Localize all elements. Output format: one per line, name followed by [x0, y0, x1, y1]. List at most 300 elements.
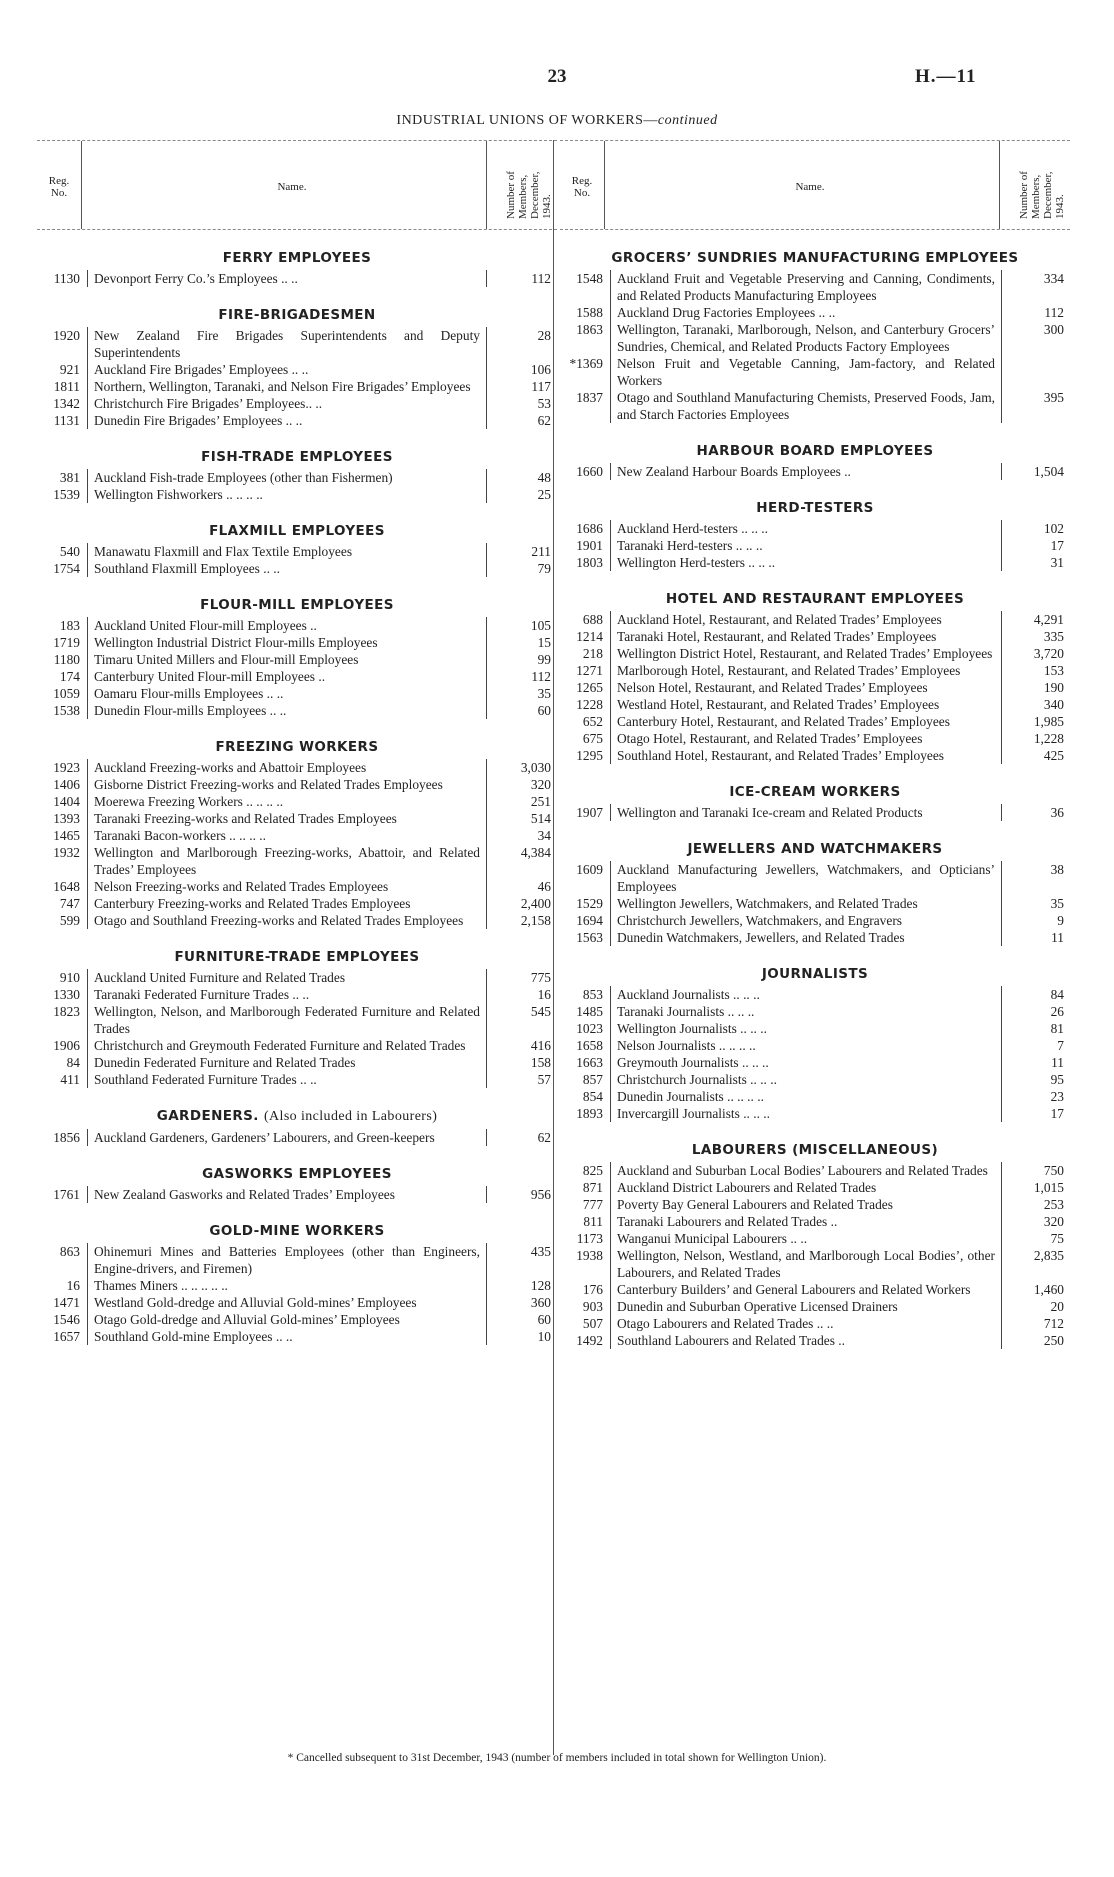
reg-number: 1803	[576, 555, 603, 570]
member-count: 23	[1001, 1088, 1070, 1105]
section-title	[37, 250, 557, 266]
union-name: Auckland United Furniture and Related Trades	[87, 969, 486, 986]
member-count: 1,985	[1001, 713, 1070, 730]
name-header: Name.	[795, 181, 825, 193]
member-count: 35	[1001, 895, 1070, 912]
reg-number: 1694	[576, 913, 603, 928]
reg-number: *1369	[569, 356, 603, 371]
member-count: 60	[486, 702, 557, 719]
reg-number: 1471	[53, 1295, 80, 1310]
table-row	[37, 1003, 557, 1037]
reg-number: 1548	[576, 271, 603, 286]
member-count: 1,460	[1001, 1281, 1070, 1298]
table-row	[560, 696, 1070, 713]
table-row	[560, 895, 1070, 912]
document-code: H.—11	[915, 66, 977, 87]
reg-number: 777	[582, 1197, 603, 1212]
column-header	[37, 140, 557, 230]
member-count: 2,400	[486, 895, 557, 912]
member-count: 1,228	[1001, 730, 1070, 747]
union-name: New Zealand Gasworks and Related Trades’ Employees	[87, 1186, 486, 1203]
member-count: 340	[1001, 696, 1070, 713]
member-count: 57	[486, 1071, 557, 1088]
union-name: Timaru United Millers and Flour-mill Employees	[87, 651, 486, 668]
table-row	[37, 543, 557, 560]
member-count: 112	[486, 668, 557, 685]
union-name: Wellington, Nelson, Westland, and Marlborough Local Bodies’, other Labourers, and Related Trades	[610, 1247, 1001, 1281]
table-row	[560, 929, 1070, 946]
number-header	[1006, 145, 1064, 225]
reg-number: 921	[59, 362, 80, 377]
table-row	[560, 713, 1070, 730]
union-name: Auckland Manufacturing Jewellers, Watchmakers, and Opticians’ Employees	[610, 861, 1001, 895]
table-row	[37, 895, 557, 912]
table-row	[37, 1277, 557, 1294]
table-row	[560, 645, 1070, 662]
union-name: Southland Labourers and Related Trades ..	[610, 1332, 1001, 1349]
table-row	[37, 827, 557, 844]
section-title	[37, 307, 557, 323]
member-count: 2,158	[486, 912, 557, 929]
union-name: Wellington and Marlborough Freezing-works, Abattoir, and Related Trades’ Employees	[87, 844, 486, 878]
reg-number: 540	[59, 544, 80, 559]
member-count: 84	[1001, 986, 1070, 1003]
member-count: 60	[486, 1311, 557, 1328]
reg-number: 1863	[576, 322, 603, 337]
section-title	[560, 784, 1070, 800]
table-row	[37, 1054, 557, 1071]
reg-number: 1563	[576, 930, 603, 945]
table-row	[560, 463, 1070, 480]
table-row	[37, 361, 557, 378]
table-row	[560, 679, 1070, 696]
table-row	[37, 844, 557, 878]
reg-number: 1465	[53, 828, 80, 843]
union-name: Taranaki Labourers and Related Trades ..	[610, 1213, 1001, 1230]
reg-number: 1609	[576, 862, 603, 877]
member-count: 95	[1001, 1071, 1070, 1088]
member-count: 62	[486, 1129, 557, 1146]
table-row	[560, 1247, 1070, 1281]
table-row	[560, 1071, 1070, 1088]
reg-number: 1131	[53, 413, 80, 428]
union-name: Southland Hotel, Restaurant, and Related Trades’ Employees	[610, 747, 1001, 764]
section-title	[37, 597, 557, 613]
section-title	[37, 739, 557, 755]
table-row	[37, 702, 557, 719]
member-count: 395	[1001, 389, 1070, 423]
reg-number: 218	[582, 646, 603, 661]
member-count: 105	[486, 617, 557, 634]
union-name: Westland Hotel, Restaurant, and Related Trades’ Employees	[610, 696, 1001, 713]
reg-number: 652	[582, 714, 603, 729]
reg-number: 1214	[576, 629, 603, 644]
reg-number: 1271	[576, 663, 603, 678]
reg-number: 1823	[53, 1004, 80, 1019]
union-name: Wellington Jewellers, Watchmakers, and Related Trades	[610, 895, 1001, 912]
reg-number: 1492	[576, 1333, 603, 1348]
table-row	[560, 1179, 1070, 1196]
union-name: Canterbury United Flour-mill Employees ..	[87, 668, 486, 685]
member-count: 28	[486, 327, 557, 361]
union-name: Christchurch Jewellers, Watchmakers, and Engravers	[610, 912, 1001, 929]
member-count: 99	[486, 651, 557, 668]
section-title-text: HOTEL AND RESTAURANT EMPLOYEES	[665, 591, 965, 607]
left-column	[37, 140, 557, 1345]
union-name: Wellington Journalists .. .. ..	[610, 1020, 1001, 1037]
member-count: 35	[486, 685, 557, 702]
member-count: 250	[1001, 1332, 1070, 1349]
member-count: 106	[486, 361, 557, 378]
section-title-text: GARDENERS.	[156, 1108, 259, 1124]
reg-number: 1920	[53, 328, 80, 343]
reg-number: 1932	[53, 845, 80, 860]
union-name: Wellington, Nelson, and Marlborough Federated Furniture and Related Trades	[87, 1003, 486, 1037]
reg-number: 1938	[576, 1248, 603, 1263]
union-name: Southland Flaxmill Employees .. ..	[87, 560, 486, 577]
member-count: 102	[1001, 520, 1070, 537]
member-count: 775	[486, 969, 557, 986]
right-column	[560, 140, 1070, 1349]
page-title-text: INDUSTRIAL UNIONS OF WORKERS—	[396, 113, 658, 128]
union-name: Wellington Fishworkers .. .. .. ..	[87, 486, 486, 503]
table-row	[560, 1003, 1070, 1020]
union-name: Auckland Drug Factories Employees .. ..	[610, 304, 1001, 321]
reg-number: 1906	[53, 1038, 80, 1053]
member-count: 211	[486, 543, 557, 560]
reg-number: 599	[59, 913, 80, 928]
section-title	[37, 1223, 557, 1239]
union-name: Otago and Southland Manufacturing Chemists, Preserved Foods, Jam, and Starch Factories Employees	[610, 389, 1001, 423]
left-table-body	[37, 250, 557, 1345]
union-name: Auckland United Flour-mill Employees ..	[87, 617, 486, 634]
table-row	[560, 1105, 1070, 1122]
reg-number: 747	[59, 896, 80, 911]
member-count: 2,835	[1001, 1247, 1070, 1281]
section-title-text: HERD-TESTERS	[756, 500, 874, 516]
union-name: Oamaru Flour-mills Employees .. ..	[87, 685, 486, 702]
member-count: 112	[486, 270, 557, 287]
table-row	[37, 1311, 557, 1328]
reg-number: 1180	[53, 652, 80, 667]
union-name: Auckland Gardeners, Gardeners’ Labourers, and Green-keepers	[87, 1129, 486, 1146]
page-title	[0, 113, 1114, 129]
member-count: 158	[486, 1054, 557, 1071]
section-title	[560, 966, 1070, 982]
union-name: Wanganui Municipal Labourers .. ..	[610, 1230, 1001, 1247]
member-count: 712	[1001, 1315, 1070, 1332]
table-row	[37, 969, 557, 986]
union-name: Poverty Bay General Labourers and Related Trades	[610, 1196, 1001, 1213]
union-name: Dunedin Flour-mills Employees .. ..	[87, 702, 486, 719]
union-name: Marlborough Hotel, Restaurant, and Related Trades’ Employees	[610, 662, 1001, 679]
reg-number: 16	[66, 1278, 80, 1293]
reg-number: 1023	[576, 1021, 603, 1036]
section-title-text: JOURNALISTS	[761, 966, 869, 982]
member-count: 79	[486, 560, 557, 577]
reg-number: 903	[582, 1299, 603, 1314]
union-name: Taranaki Herd-testers .. .. ..	[610, 537, 1001, 554]
union-name: Auckland District Labourers and Related Trades	[610, 1179, 1001, 1196]
member-count: 153	[1001, 662, 1070, 679]
member-count: 3,030	[486, 759, 557, 776]
table-row	[37, 378, 557, 395]
table-row	[560, 554, 1070, 571]
section-title	[37, 1166, 557, 1182]
member-count: 81	[1001, 1020, 1070, 1037]
member-count: 416	[486, 1037, 557, 1054]
reg-number: 507	[582, 1316, 603, 1331]
union-name: Canterbury Builders’ and General Labourers and Related Workers	[610, 1281, 1001, 1298]
section-title-text: FIRE-BRIGADESMEN	[218, 307, 376, 323]
section-title-text: HARBOUR BOARD EMPLOYEES	[696, 443, 934, 459]
section-subtitle: (Also included in Labourers)	[263, 1109, 438, 1124]
section-title-text: FURNITURE-TRADE EMPLOYEES	[174, 949, 420, 965]
page-title-continued: continued	[657, 113, 718, 128]
union-name: Auckland Fish-trade Employees (other than Fishermen)	[87, 469, 486, 486]
table-row	[37, 878, 557, 895]
table-row	[37, 1129, 557, 1146]
table-row	[37, 986, 557, 1003]
table-row	[37, 617, 557, 634]
reg-number: 1660	[576, 464, 603, 479]
member-count: 4,384	[486, 844, 557, 878]
member-count: 320	[1001, 1213, 1070, 1230]
union-name: Dunedin Watchmakers, Jewellers, and Related Trades	[610, 929, 1001, 946]
reg-number: 1546	[53, 1312, 80, 1327]
union-name: Wellington and Taranaki Ice-cream and Related Products	[610, 804, 1001, 821]
reg-number: 675	[582, 731, 603, 746]
table-row	[560, 1281, 1070, 1298]
union-name: Nelson Journalists .. .. .. ..	[610, 1037, 1001, 1054]
reg-number: 857	[582, 1072, 603, 1087]
table-row	[560, 730, 1070, 747]
member-count: 190	[1001, 679, 1070, 696]
reg-number: 1404	[53, 794, 80, 809]
member-count: 38	[1001, 861, 1070, 895]
member-count: 17	[1001, 537, 1070, 554]
reg-number: 1923	[53, 760, 80, 775]
section-title-text: JEWELLERS AND WATCHMAKERS	[687, 841, 943, 857]
union-name: Northern, Wellington, Taranaki, and Nelson Fire Brigades’ Employees	[87, 378, 486, 395]
member-count: 128	[486, 1277, 557, 1294]
union-name: Taranaki Bacon-workers .. .. .. ..	[87, 827, 486, 844]
table-row	[560, 611, 1070, 628]
section-title	[560, 500, 1070, 516]
member-count: 53	[486, 395, 557, 412]
name-header: Name.	[277, 181, 307, 193]
member-count: 112	[1001, 304, 1070, 321]
reg-number: 1342	[53, 396, 80, 411]
union-name: Auckland Fire Brigades’ Employees .. ..	[87, 361, 486, 378]
reg-number: 1686	[576, 521, 603, 536]
table-row	[560, 1054, 1070, 1071]
section-title-text: FLOUR-MILL EMPLOYEES	[200, 597, 394, 613]
member-count: 360	[486, 1294, 557, 1311]
union-name: Dunedin Journalists .. .. .. ..	[610, 1088, 1001, 1105]
member-count: 11	[1001, 929, 1070, 946]
member-count: 750	[1001, 1162, 1070, 1179]
union-name: Taranaki Freezing-works and Related Trades Employees	[87, 810, 486, 827]
union-name: Devonport Ferry Co.’s Employees .. ..	[87, 270, 486, 287]
union-name: Manawatu Flaxmill and Flax Textile Employees	[87, 543, 486, 560]
table-row	[560, 861, 1070, 895]
reg-number: 1228	[576, 697, 603, 712]
table-row	[560, 1298, 1070, 1315]
reg-number: 411	[60, 1072, 80, 1087]
reg-number: 1901	[576, 538, 603, 553]
union-name: Christchurch and Greymouth Federated Furniture and Related Trades	[87, 1037, 486, 1054]
member-count: 335	[1001, 628, 1070, 645]
member-count: 435	[486, 1243, 557, 1277]
reg-number: 1588	[576, 305, 603, 320]
section-title-text: ICE-CREAM WORKERS	[729, 784, 901, 800]
reg-number: 1529	[576, 896, 603, 911]
member-count: 36	[1001, 804, 1070, 821]
reg-number: 1330	[53, 987, 80, 1002]
table-row	[37, 270, 557, 287]
table-row	[37, 1243, 557, 1277]
section-title	[37, 1108, 557, 1125]
reg-number: 1173	[576, 1231, 603, 1246]
union-name: Southland Federated Furniture Trades .. ..	[87, 1071, 486, 1088]
number-header-text: Number of Members, December, 1943.	[505, 171, 553, 219]
table-row	[560, 1230, 1070, 1247]
reg-number: 1837	[576, 390, 603, 405]
union-name: Otago Hotel, Restaurant, and Related Trades’ Employees	[610, 730, 1001, 747]
union-name: Otago and Southland Freezing-works and Related Trades Employees	[87, 912, 486, 929]
table-row	[560, 321, 1070, 355]
union-name: Gisborne District Freezing-works and Related Trades Employees	[87, 776, 486, 793]
section-title-text: GASWORKS EMPLOYEES	[202, 1166, 392, 1182]
union-name: Taranaki Journalists .. .. ..	[610, 1003, 1001, 1020]
table-row	[560, 1332, 1070, 1349]
member-count: 1,504	[1001, 463, 1070, 480]
union-name: Nelson Fruit and Vegetable Canning, Jam-factory, and Related Workers	[610, 355, 1001, 389]
table-row	[37, 651, 557, 668]
reg-number: 1893	[576, 1106, 603, 1121]
table-row	[560, 1315, 1070, 1332]
union-name: Moerewa Freezing Workers .. .. .. ..	[87, 793, 486, 810]
reg-header: Reg. No.	[48, 175, 70, 199]
member-count: 26	[1001, 1003, 1070, 1020]
reg-number: 174	[59, 669, 80, 684]
section-title-text: FREEZING WORKERS	[215, 739, 379, 755]
union-name: Invercargill Journalists .. .. ..	[610, 1105, 1001, 1122]
reg-number: 1265	[576, 680, 603, 695]
right-table-body	[560, 250, 1070, 1349]
section-title	[37, 949, 557, 965]
table-row	[560, 747, 1070, 764]
section-title-text: GROCERS’ SUNDRIES MANUFACTURING EMPLOYEES	[611, 250, 1019, 266]
reg-number: 1657	[53, 1329, 80, 1344]
union-name: Westland Gold-dredge and Alluvial Gold-mines’ Employees	[87, 1294, 486, 1311]
reg-number: 1719	[53, 635, 80, 650]
member-count: 251	[486, 793, 557, 810]
union-name: Greymouth Journalists .. .. ..	[610, 1054, 1001, 1071]
member-count: 4,291	[1001, 611, 1070, 628]
table-row	[560, 1162, 1070, 1179]
union-name: Dunedin and Suburban Operative Licensed Drainers	[610, 1298, 1001, 1315]
page-number: 23	[547, 66, 567, 87]
reg-number: 910	[59, 970, 80, 985]
reg-number: 381	[59, 470, 80, 485]
table-row	[560, 355, 1070, 389]
table-row	[560, 1196, 1070, 1213]
reg-number: 854	[582, 1089, 603, 1104]
section-title-text: LABOURERS (MISCELLANEOUS)	[691, 1142, 939, 1158]
table-row	[37, 560, 557, 577]
reg-number: 183	[59, 618, 80, 633]
reg-number: 1539	[53, 487, 80, 502]
section-title-text: GOLD-MINE WORKERS	[209, 1223, 385, 1239]
member-count: 425	[1001, 747, 1070, 764]
table-row	[560, 520, 1070, 537]
member-count: 514	[486, 810, 557, 827]
column-header	[560, 140, 1070, 230]
table-row	[560, 389, 1070, 423]
table-row	[37, 668, 557, 685]
reg-number: 825	[582, 1163, 603, 1178]
union-name: Auckland Fruit and Vegetable Preserving and Canning, Condiments, and Related Products Manufacturing Employees	[610, 270, 1001, 304]
member-count: 62	[486, 412, 557, 429]
reg-number: 1485	[576, 1004, 603, 1019]
reg-header: Reg. No.	[571, 175, 593, 199]
union-name: Christchurch Journalists .. .. ..	[610, 1071, 1001, 1088]
member-count: 545	[486, 1003, 557, 1037]
member-count	[1001, 355, 1070, 389]
table-row	[37, 412, 557, 429]
member-count: 7	[1001, 1037, 1070, 1054]
member-count: 75	[1001, 1230, 1070, 1247]
member-count: 34	[486, 827, 557, 844]
footnote: * Cancelled subsequent to 31st December, 1943 (number of members included in total shown for Wellington Union).	[287, 1752, 827, 1764]
member-count: 15	[486, 634, 557, 651]
union-name: Auckland Herd-testers .. .. ..	[610, 520, 1001, 537]
member-count: 320	[486, 776, 557, 793]
table-row	[560, 1088, 1070, 1105]
reg-number: 84	[66, 1055, 80, 1070]
reg-number: 1754	[53, 561, 80, 576]
member-count: 17	[1001, 1105, 1070, 1122]
reg-number: 1295	[576, 748, 603, 763]
number-header	[493, 145, 551, 225]
union-name: Dunedin Fire Brigades’ Employees .. ..	[87, 412, 486, 429]
member-count: 31	[1001, 554, 1070, 571]
union-name: Auckland Journalists .. .. ..	[610, 986, 1001, 1003]
union-name: New Zealand Harbour Boards Employees ..	[610, 463, 1001, 480]
table-row	[560, 986, 1070, 1003]
reg-number: 1856	[53, 1130, 80, 1145]
union-name: Thames Miners .. .. .. .. ..	[87, 1277, 486, 1294]
reg-number: 688	[582, 612, 603, 627]
union-name: Otago Labourers and Related Trades .. ..	[610, 1315, 1001, 1332]
section-title-text: FLAXMILL EMPLOYEES	[209, 523, 385, 539]
member-count: 10	[486, 1328, 557, 1345]
union-name: Taranaki Hotel, Restaurant, and Related Trades’ Employees	[610, 628, 1001, 645]
reg-number: 1538	[53, 703, 80, 718]
union-name: Wellington Herd-testers .. .. ..	[610, 554, 1001, 571]
section-title	[560, 250, 1070, 266]
member-count: 11	[1001, 1054, 1070, 1071]
table-row	[37, 759, 557, 776]
union-name: Nelson Freezing-works and Related Trades Employees	[87, 878, 486, 895]
union-name: Christchurch Fire Brigades’ Employees.. ..	[87, 395, 486, 412]
reg-number: 1393	[53, 811, 80, 826]
table-row	[560, 1020, 1070, 1037]
table-row	[37, 395, 557, 412]
union-name: Auckland Hotel, Restaurant, and Related Trades’ Employees	[610, 611, 1001, 628]
